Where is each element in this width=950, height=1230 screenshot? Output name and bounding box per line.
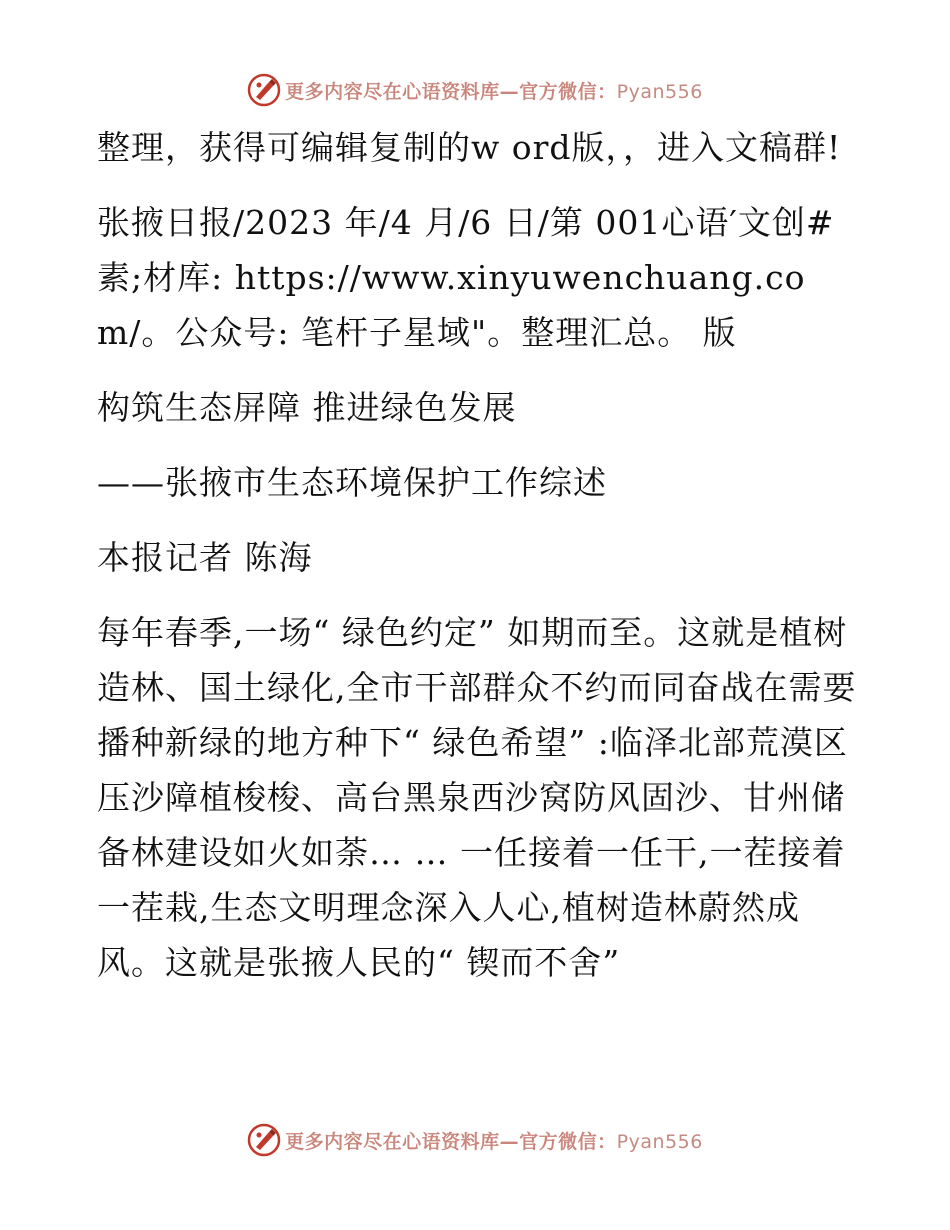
header-banner-handle: Pyan556 [616,80,703,103]
footer-banner-inner [247,1123,703,1157]
article-subtitle: ——张掖市生态环境保护工作综述 [97,463,607,502]
header-banner [0,70,950,110]
paragraph-intro: 整理，获得可编辑复制的w ord版，，进入文稿群! [97,128,842,167]
article-byline: 本报记者 陈海 [97,538,313,577]
brand-logo-icon [247,73,281,107]
article-title: 构筑生态屏障 推进绿色发展 [97,388,517,427]
footer-banner [0,1120,950,1160]
paragraph-source: 张掖日报/2023 年/4 月/6 日/第 001心语′文创#素;材库: https://www.xinyuwenchuang.com/。公众号: 笔杆子星域"。整理汇总。 版 [97,203,835,352]
header-banner-text [285,77,703,104]
footer-banner-handle: Pyan556 [616,1130,703,1153]
footer-banner-label: 更多内容尽在心语资料库—官方微信： [285,1130,617,1153]
header-banner-label: 更多内容尽在心语资料库—官方微信： [285,80,617,103]
paragraph-body: 每年春季,一场“ 绿色约定” 如期而至。这就是植树造林、国土绿化,全市干部群众不约而同奋战在需要播种新绿的地方种下“ 绿色希望” :临泽北部荒漠区压沙障植梭梭、高台黑泉西沙窝防风固沙、甘州储备林建设如火如荼… … 一任接着一任干,一茬接着一茬栽,生态文明理念深入人心,植树造林蔚然成风。这就是张掖人民的“ 锲而不舍” [97,613,857,982]
brand-logo-icon [247,1123,281,1157]
document-body [97,120,857,1010]
footer-banner-text [285,1127,703,1154]
header-banner-inner [247,73,703,107]
